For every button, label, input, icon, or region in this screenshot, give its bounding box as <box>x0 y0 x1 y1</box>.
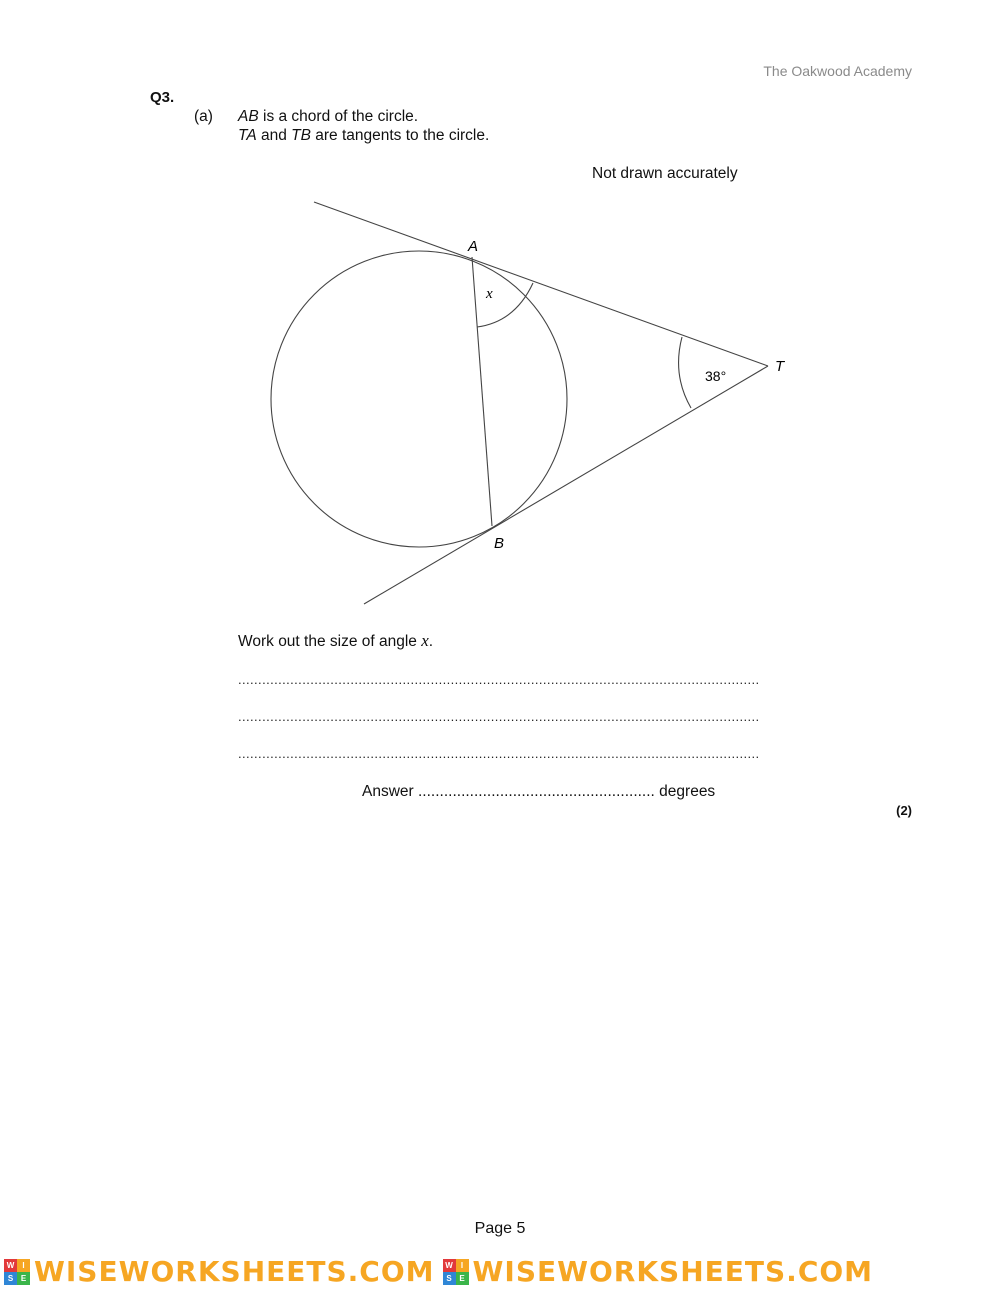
line2-text-rest: are tangents to the circle. <box>310 127 490 144</box>
question-part: (a) <box>194 108 213 125</box>
working-line-1[interactable]: .................................................................................................................................. <box>238 672 760 687</box>
working-line-2[interactable]: .................................................................................................................................. <box>238 709 760 724</box>
angle-t-arc <box>679 337 691 408</box>
prompt-end: . <box>428 633 434 650</box>
tangent-ta <box>314 202 768 366</box>
watermark-text: WISEWORKSHEETS.COM <box>34 1255 435 1288</box>
answer-blank[interactable]: ....................................................... <box>418 783 655 800</box>
circle-diagram <box>0 0 1000 640</box>
tangent-tb <box>364 366 768 604</box>
prompt-variable: x <box>421 631 429 650</box>
watermark-logo-icon <box>4 1259 30 1285</box>
label-angle-t: 38° <box>705 368 727 384</box>
logo-letter-e: E <box>456 1272 469 1285</box>
label-a: A <box>468 238 479 255</box>
not-drawn-note: Not drawn accurately <box>592 165 738 182</box>
question-number: Q3. <box>150 89 175 106</box>
line2-text-and: and <box>256 127 292 144</box>
answer-line <box>362 783 715 801</box>
marks: (2) <box>896 803 912 818</box>
answer-label: Answer <box>362 783 414 800</box>
prompt-text: Work out the size of angle <box>238 633 422 650</box>
answer-unit: degrees <box>659 783 716 800</box>
label-t: T <box>775 358 785 375</box>
page-number: Page 5 <box>474 1220 526 1237</box>
tangent-name-ta: TA <box>238 127 257 144</box>
tangent-name-tb: TB <box>291 127 311 144</box>
watermark-banner <box>0 1254 1000 1291</box>
watermark-text: WISEWORKSHEETS.COM <box>472 1255 874 1288</box>
logo-letter-s: S <box>443 1272 456 1285</box>
logo-letter-i: I <box>17 1259 30 1272</box>
line1-text: is a chord of the circle. <box>258 108 419 125</box>
label-b: B <box>494 535 505 552</box>
logo-letter-w: W <box>443 1259 456 1272</box>
working-line-3[interactable]: .................................................................................................................................. <box>238 746 760 761</box>
logo-letter-i: I <box>456 1259 469 1272</box>
circle <box>271 251 567 547</box>
logo-letter-s: S <box>4 1272 17 1285</box>
school-name: The Oakwood Academy <box>763 63 912 79</box>
logo-letter-e: E <box>17 1272 30 1285</box>
label-x: x <box>486 286 493 302</box>
question-prompt <box>238 631 433 651</box>
chord-name: AB <box>238 108 259 125</box>
watermark-logo-icon <box>443 1259 469 1285</box>
logo-letter-w: W <box>4 1259 17 1272</box>
